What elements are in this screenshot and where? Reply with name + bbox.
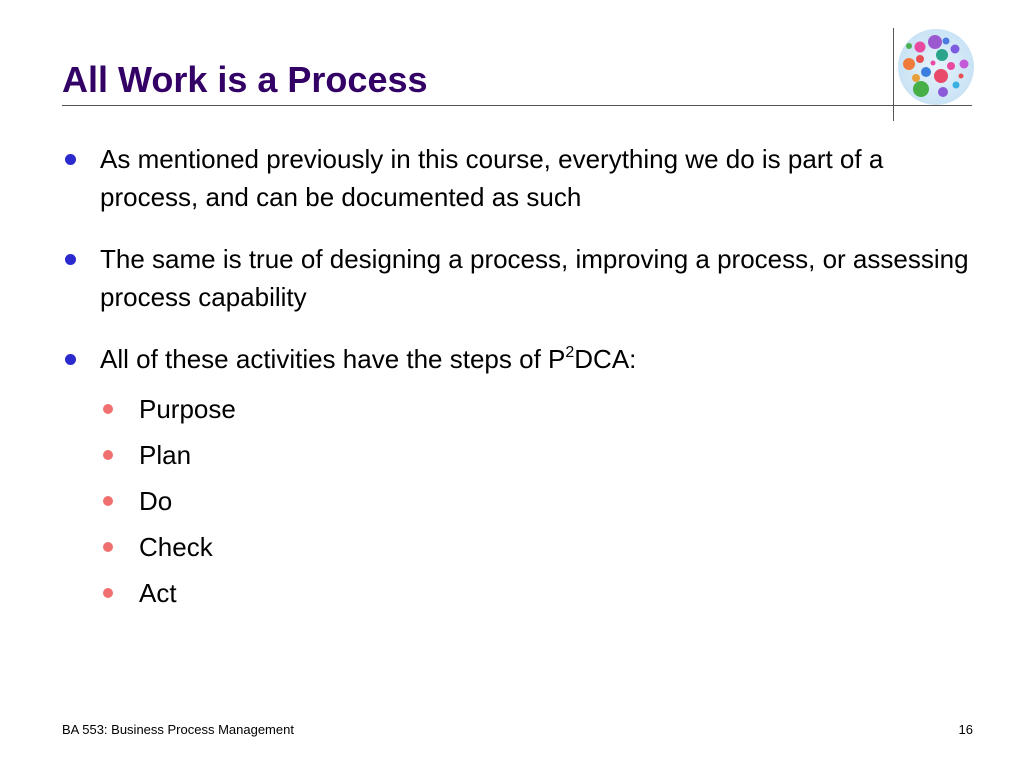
bullet-text: The same is true of designing a process, improving a process, or assessing process capability — [100, 244, 969, 312]
step-item-plan — [100, 432, 982, 478]
bullet-item — [62, 240, 982, 316]
slide-body — [62, 140, 982, 616]
logo-divider — [893, 28, 894, 121]
sub-bullet-icon — [103, 588, 113, 598]
step-list — [62, 386, 982, 616]
bullet-icon — [65, 254, 76, 265]
sub-bullet-icon — [103, 404, 113, 414]
bullet-text-suffix: DCA: — [574, 344, 637, 374]
sub-bullet-icon — [103, 542, 113, 552]
step-label: Act — [139, 578, 177, 608]
bullet-icon — [65, 354, 76, 365]
sub-bullet-icon — [103, 496, 113, 506]
bullet-item — [62, 340, 982, 378]
bullet-item — [62, 140, 982, 216]
bullet-icon — [65, 154, 76, 165]
sub-bullet-icon — [103, 450, 113, 460]
bubbles-logo-icon — [896, 27, 976, 107]
step-item-purpose — [100, 386, 982, 432]
step-item-do — [100, 478, 982, 524]
footer-page-number: 16 — [958, 722, 973, 737]
footer-course-title: BA 553: Business Process Management — [62, 722, 294, 737]
step-item-check — [100, 524, 982, 570]
step-label: Plan — [139, 440, 192, 470]
bullet-text-prefix: All of these activities have the steps of P — [100, 344, 566, 374]
bullet-text-superscript: 2 — [565, 344, 575, 361]
slide-title: All Work is a Process — [62, 59, 428, 100]
title-divider — [62, 105, 972, 106]
step-label: Purpose — [139, 394, 236, 424]
step-label: Check — [139, 532, 213, 562]
bullet-text: As mentioned previously in this course, everything we do is part of a process, and can be documented as such — [100, 144, 884, 212]
step-item-act — [100, 570, 982, 616]
step-label: Do — [139, 486, 173, 516]
